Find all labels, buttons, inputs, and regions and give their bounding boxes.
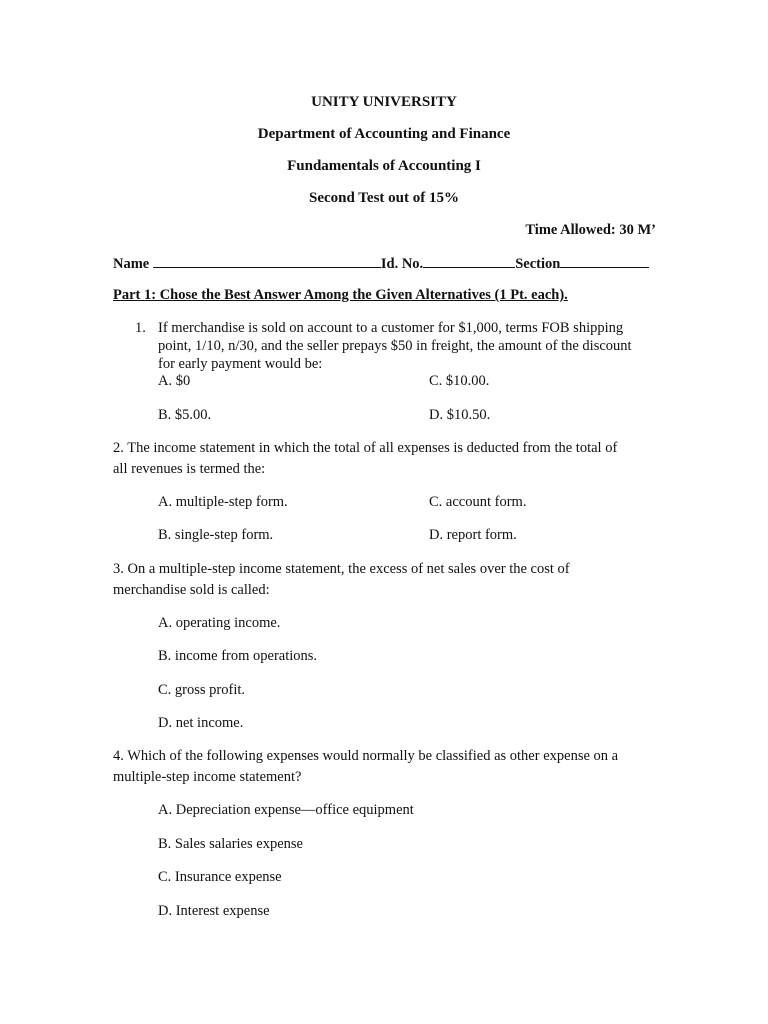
question-4-option-d: D. Interest expense <box>158 903 270 919</box>
question-3-option-d: D. net income. <box>158 715 244 731</box>
id-blank <box>423 254 515 268</box>
question-1-option-b: B. $5.00. <box>158 407 212 423</box>
question-1-line-3: for early payment would be: <box>158 356 323 372</box>
question-4-option-a: A. Depreciation expense—office equipment <box>158 802 414 818</box>
question-2-option-a: A. multiple-step form. <box>158 494 288 510</box>
question-3-option-b: B. income from operations. <box>158 648 318 664</box>
question-1-line-2: point, 1/10, n/30, and the seller prepays $50 in freight, the amount of the discount <box>158 338 632 354</box>
question-4-line-1: 4. Which of the following expenses would normally be classified as other expense on a <box>113 748 619 764</box>
test-title: Second Test out of 15% <box>308 190 460 206</box>
question-4-line-2: multiple-step income statement? <box>113 769 302 785</box>
section-label: Section <box>515 256 561 272</box>
section-blank <box>560 254 649 268</box>
question-3-option-a: A. operating income. <box>158 615 281 631</box>
course-name: Fundamentals of Accounting I <box>287 158 481 174</box>
question-2-line-2: all revenues is termed the: <box>113 461 266 477</box>
name-blank <box>153 254 381 268</box>
question-2-option-d: D. report form. <box>429 527 517 543</box>
student-info-line <box>113 254 649 273</box>
question-3-line-2: merchandise sold is called: <box>113 582 270 598</box>
id-label: Id. No. <box>380 256 424 272</box>
question-4-option-c: C. Insurance expense <box>158 869 282 885</box>
name-label: Name <box>113 256 150 272</box>
time-allowed: Time Allowed: 30 M’ <box>525 222 656 238</box>
question-1-option-a: A. $0 <box>158 373 191 389</box>
question-2-option-b: B. single-step form. <box>158 527 274 543</box>
part1-title: Part 1: Chose the Best Answer Among the Given Alternatives (1 Pt. each). <box>113 287 568 303</box>
university-name: UNITY UNIVERSITY <box>311 94 457 110</box>
question-2-option-c: C. account form. <box>429 494 527 510</box>
question-1-option-c: C. $10.00. <box>429 373 490 389</box>
question-3-line-1: 3. On a multiple-step income statement, the excess of net sales over the cost of <box>113 561 570 577</box>
question-1-line-1: If merchandise is sold on account to a customer for $1,000, terms FOB shipping <box>158 320 624 336</box>
question-1-option-d: D. $10.50. <box>429 407 491 423</box>
question-1-number: 1. <box>135 320 146 336</box>
department-name: Department of Accounting and Finance <box>257 126 511 142</box>
question-4-option-b: B. Sales salaries expense <box>158 836 303 852</box>
question-2-line-1: 2. The income statement in which the total of all expenses is deducted from the total of <box>113 440 618 456</box>
question-3-option-c: C. gross profit. <box>158 682 245 698</box>
